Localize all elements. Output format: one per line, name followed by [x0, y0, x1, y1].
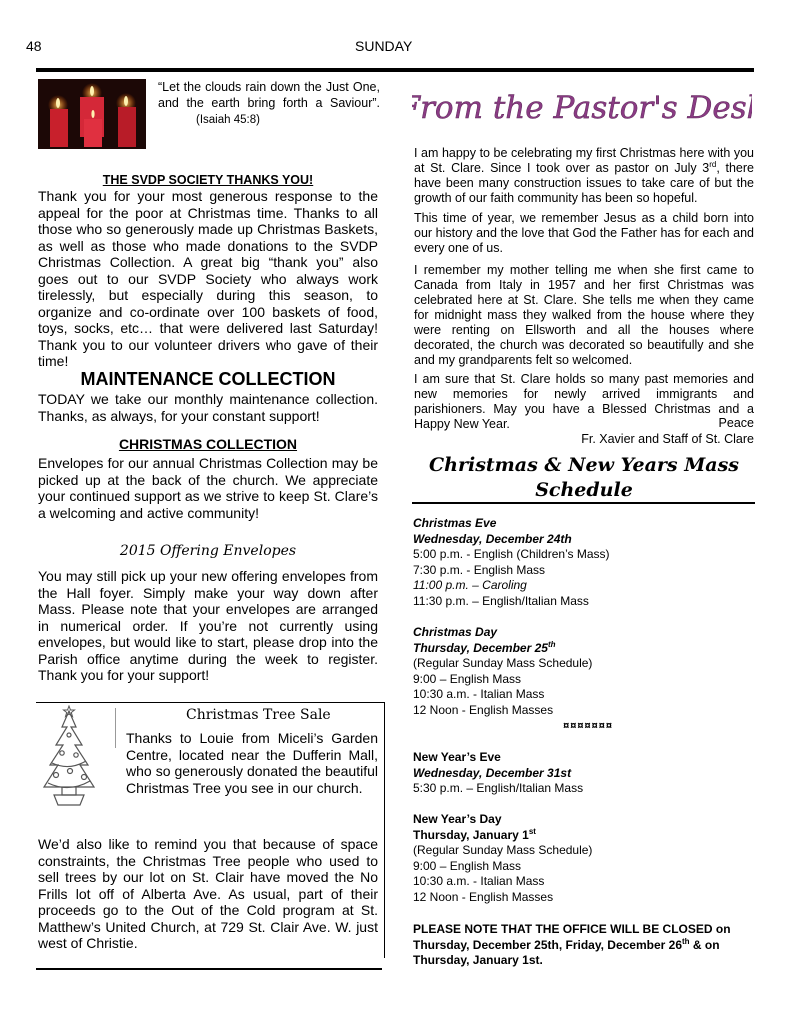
offering-envelopes-body: You may still pick up your new offering envelopes from the Hall foyer. Simply make your way down after Mass. Please note that your envelopes are arranged in numerical order. If you’re not currently using envelopes, but would like to start, please drop into the Parish office anytime during the week to register. Thank you for your support!: [38, 568, 378, 683]
schedule-item: 5:00 p.m. - English (Children’s Mass): [413, 547, 610, 562]
schedule-item: 9:00 – English Mass: [413, 858, 522, 873]
page-number: 48: [26, 38, 42, 54]
decorative-stars: ¤¤¤¤¤¤¤: [563, 719, 613, 732]
pastors-desk-logo: [412, 82, 752, 132]
christmas-day-section: [413, 625, 753, 734]
page-header-day: SUNDAY: [355, 38, 413, 54]
new-years-eve-heading: New Year’s Eve: [413, 750, 501, 764]
schedule-item: 5:30 p.m. – English/Italian Mass: [413, 781, 584, 796]
christmas-eve-date: Wednesday, December 24th: [413, 531, 572, 546]
quote-reference: (Isaiah 45:8): [196, 114, 260, 126]
christmas-collection-body: Envelopes for our annual Christmas Collection may be picked up at the back of the church. We appreciate your continued support as we strive to keep St. Clare’s a welcoming and active community!: [38, 455, 378, 521]
mass-schedule-rule: [412, 502, 755, 504]
pastor-paragraph-4: I am sure that St. Clare holds so many past memories and new memories for newly arrived immigrants and parishioners. May you have a Blessed Christmas and a Happy New Year.: [414, 372, 754, 431]
christmas-eve-section: [413, 516, 753, 610]
left-bottom-rule: [36, 968, 382, 970]
schedule-item: 11:30 p.m. – English/Italian Mass: [413, 593, 589, 608]
schedule-item: 12 Noon - English Masses: [413, 702, 554, 717]
office-closed-notice-end: & on Thursday, January 1st.: [413, 937, 720, 967]
christmas-day-date-text: Thursday, December 25: [413, 640, 548, 655]
tree-sale-title: Christmas Tree Sale: [186, 707, 331, 723]
schedule-item: 7:30 p.m. - English Mass: [413, 562, 546, 577]
quote-text: “Let the clouds rain down the Just One, and the earth bring forth a Saviour”.: [158, 80, 380, 110]
pastor-signoff-name: Fr. Xavier and Staff of St. Clare: [581, 432, 754, 446]
schedule-item: 10:30 a.m. - Italian Mass: [413, 874, 545, 889]
pastor-p1-text-end: , there have been many construction issues to take care of but the growth of our faith community has been so hopeful.: [414, 161, 755, 205]
schedule-item: 11:00 p.m. – Caroling: [413, 578, 527, 593]
schedule-item: (Regular Sunday Mass Schedule): [413, 656, 593, 671]
tree-sale-body-1: Thanks to Louie from Miceli’s Garden Centre, located near the Dufferin Mall, who so generously donated the beautiful Christmas Tree you see in our church.: [126, 730, 378, 796]
svdp-title: THE SVDP SOCIETY THANKS YOU!: [102, 173, 314, 187]
svdp-body: Thank you for your most generous response to the appeal for the poor at Christmas time. Thanks to all those who so generously made up Christmas Baskets, as well as those who made donations to the SVDP Christmas Collection. A great big “thank you” also goes out to our SVDP Society who always work tirelessly, but especially during this season, to organize and co-ordinate over 100 baskets of food, toys, socks, etc… that were delivered last Saturday! Thank you to our volunteer drivers who gave of their time!: [38, 188, 378, 369]
christmas-day-date: [413, 641, 753, 657]
schedule-item: 9:00 – English Mass: [413, 671, 522, 686]
christmas-day-heading: Christmas Day: [413, 625, 498, 639]
christmas-eve-heading: Christmas Eve: [413, 516, 497, 530]
new-years-day-heading: New Year’s Day: [413, 812, 502, 826]
pastor-paragraph-1: [414, 146, 754, 206]
office-closed-notice-text: PLEASE NOTE THAT THE OFFICE WILL BE CLOSED on Thursday, December 25th, Friday, December 26: [413, 922, 731, 952]
tree-sale-divider: [115, 708, 116, 748]
new-years-day-date: [413, 828, 753, 844]
pastor-signoff-peace: Peace: [718, 416, 754, 430]
office-closed-notice: [413, 922, 758, 969]
office-closed-notice-sup: th: [682, 936, 690, 946]
header-rule: [36, 68, 754, 72]
new-years-day-section: [413, 812, 753, 906]
pastors-desk-logo-text: From the Pastor's Desk: [412, 90, 752, 126]
pastor-paragraph-3: I remember my mother telling me when she first came to Canada from Italy in 1957 and her first Christmas was celebrated here at St. Clare. She tells me when they came for midnight mass they walked from the house where they were renting on Ellsworth and all the houses where decorated, the church was decorated so beautifully and she and my grandparents felt so welcomed.: [414, 263, 754, 367]
schedule-item: 12 Noon - English Masses: [413, 889, 554, 904]
new-years-day-date-text: Thursday, January 1: [413, 827, 529, 842]
christmas-collection-title: CHRISTMAS COLLECTION: [118, 436, 298, 452]
offering-envelopes-title: 2015 Offering Envelopes: [119, 543, 297, 559]
mass-schedule-title: Christmas & New Years Mass Schedule: [429, 454, 739, 501]
pastor-p1-text: I am happy to be celebrating my first Christmas here with you at St. Clare. Since I took over as pastor on July 3: [414, 146, 754, 175]
maintenance-body: TODAY we take our monthly maintenance collection. Thanks, as always, for your constant support!: [38, 391, 378, 424]
maintenance-title: MAINTENANCE COLLECTION: [80, 369, 336, 389]
christmas-tree-icon: [40, 705, 98, 813]
new-years-day-date-sup: st: [528, 826, 536, 836]
schedule-item: (Regular Sunday Mass Schedule): [413, 843, 593, 858]
new-years-eve-date: Wednesday, December 31st: [413, 765, 572, 780]
schedule-item: 10:30 a.m. - Italian Mass: [413, 687, 545, 702]
christmas-day-date-sup: th: [547, 639, 556, 649]
candles-image: [38, 79, 146, 149]
scripture-quote: [158, 79, 380, 128]
new-years-eve-section: [413, 750, 753, 797]
tree-sale-body-2: We’d also like to remind you that because of space constraints, the Christmas Tree people who used to sell trees by our lot on St. Clair have moved the No Frills lot off of Alberta Ave. As usual, part of their proceeds go to the Out of the Cold program at St. Matthew’s United Church, at 729 St. Clair Ave. W. just west of Christie.: [38, 836, 378, 951]
pastor-p1-sup: rd: [709, 159, 717, 169]
pastor-paragraph-2: This time of year, we remember Jesus as a child born into our history and the love that God the Father has for each and every one of us.: [414, 211, 754, 255]
